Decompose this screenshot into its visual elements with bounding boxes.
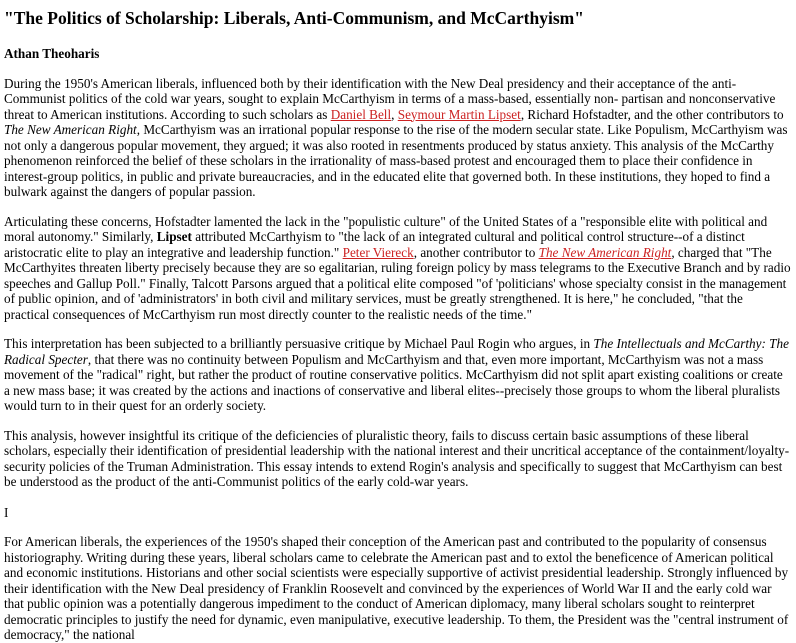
body-text-run: This interpretation has been subjected to a brilliantly persuasive critique by Michael Paul Rogin who argues, in	[4, 336, 594, 351]
body-text-run: , Richard Hofstadter, and the other contributors to	[520, 106, 784, 122]
body-text-run: , another contributor to	[413, 244, 539, 260]
body-text-run: , charged that "The McCarthyites threaten liberty precisely because they are so egalitarian, ruling foreign policy by mass telegrams to the Executive Branch and by radio speeches and Gallup Poll." Finally, Talcott Parsons argued that a political elite composed "of 'politicians' whose specialty consist in the management of public opinion, and of 'administrators' in both civil and military services, must be greatly strengthened. It is here," he concluded, "that the practical consequences of McCarthyism run most directly counter to the realistic needs of the time."	[4, 244, 791, 322]
italic-title-text: The Intellectuals and McCarthy: The Radical Specter	[4, 336, 789, 367]
body-text-run: attributed McCarthyism to "the lack of an integrated cultural and political control structure--of a distinct aristocratic elite to play an integrative and leadership function."	[4, 229, 745, 260]
body-text-run: , that there was no continuity between Populism and McCarthyism and that, even more important, McCarthyism was not a mass movement of the "radical" right, but rather the product of routine conservative politics. McCarthyism did not split apart existing coalitions or create a new mass base; it was created by the actions and inactions of conservative and liberal elites--precisely those groups to whom the liberal pluralists would turn to in their quest for an orderly society.	[4, 351, 783, 413]
body-text-run: I	[4, 504, 9, 520]
link-seymour-martin-lipset[interactable]: Seymour Martin Lipset	[397, 106, 521, 122]
body-text-run: ,	[391, 106, 398, 122]
link-peter-viereck[interactable]: Peter Viereck	[342, 244, 414, 260]
article-body	[4, 76, 791, 643]
paragraph	[4, 336, 791, 414]
link-the-new-american-right[interactable]: The New American Right	[538, 244, 672, 260]
paragraph	[4, 428, 791, 490]
italic-title-text: The New American Right	[4, 122, 137, 137]
bold-text: Lipset	[156, 229, 192, 244]
body-text-run: This analysis, however insightful its critique of the deficiencies of pluralistic theory, fails to discuss certain basic assumptions of these liberal scholars, especially their identification of presidential leadership with the national interest and their uncritical acceptance of the containment/loyalty-security policies of the Truman Administration. This essay intends to extend Rogin's analysis and specifically to suggest that McCarthyism can best be understood as the product of the anti-Communist politics of the early cold-war years.	[4, 427, 790, 489]
section-heading	[4, 505, 791, 521]
article-author: Athan Theoharis	[4, 46, 100, 61]
paragraph	[4, 534, 791, 643]
paragraph	[4, 76, 791, 200]
body-text-run: For American liberals, the experiences of the 1950's shaped their conception of the American past and contributed to the popularity of consensus historiography. Writing during these years, liberal scholars came to celebrate the American past and to extol the beneficence of American political and economic institutions. Historians and other social scientists were especially supportive of activist presidential leadership. Strongly influenced by their identification with the New Deal presidency of Franklin Roosevelt and convinced by the experiences of World War II and the early cold war that public opinion was a potentially dangerous impediment to the conduct of American diplomacy, many liberal scholars sought to reinterpret democratic principles to justify the need for dynamic, even manipulative, executive leadership. To them, the President was the "central instrument of democracy," the national	[4, 534, 789, 642]
body-text-run: Articulating these concerns, Hofstadter lamented the lack in the "populistic culture" of the United States of a "responsible elite with political and moral autonomy." Similarly,	[4, 213, 768, 244]
body-text-run: , McCarthyism was an irrational popular response to the rise of the modern secular state. Like Populism, McCarthyism was not only a dangerous popular movement, they argued; it was also rooted in resentments produced by status anxiety. This analysis of the McCarthy phenomenon reinforced the belief of these scholars in the irrationality of mass-based protest and encouraged them to place their confidence in interest-group politics, in public and private bureaucracies, and in the educated elite that governed both. In these institutions, they hoped to find a bulwark against the dangers of popular passion.	[4, 122, 788, 199]
body-text-run: During the 1950's American liberals, influenced both by their identification with the New Deal presidency and their acceptance of the anti-Communist politics of the cold war years, sought to explain McCarthyism in terms of a mass-based, essentially non- partisan and nonconservative threat to American institutions. According to such scholars as	[4, 75, 776, 122]
link-daniel-bell[interactable]: Daniel Bell	[330, 106, 392, 122]
article-title: "The Politics of Scholarship: Liberals, Anti-Communism, and McCarthyism"	[4, 8, 584, 28]
paragraph	[4, 214, 791, 323]
